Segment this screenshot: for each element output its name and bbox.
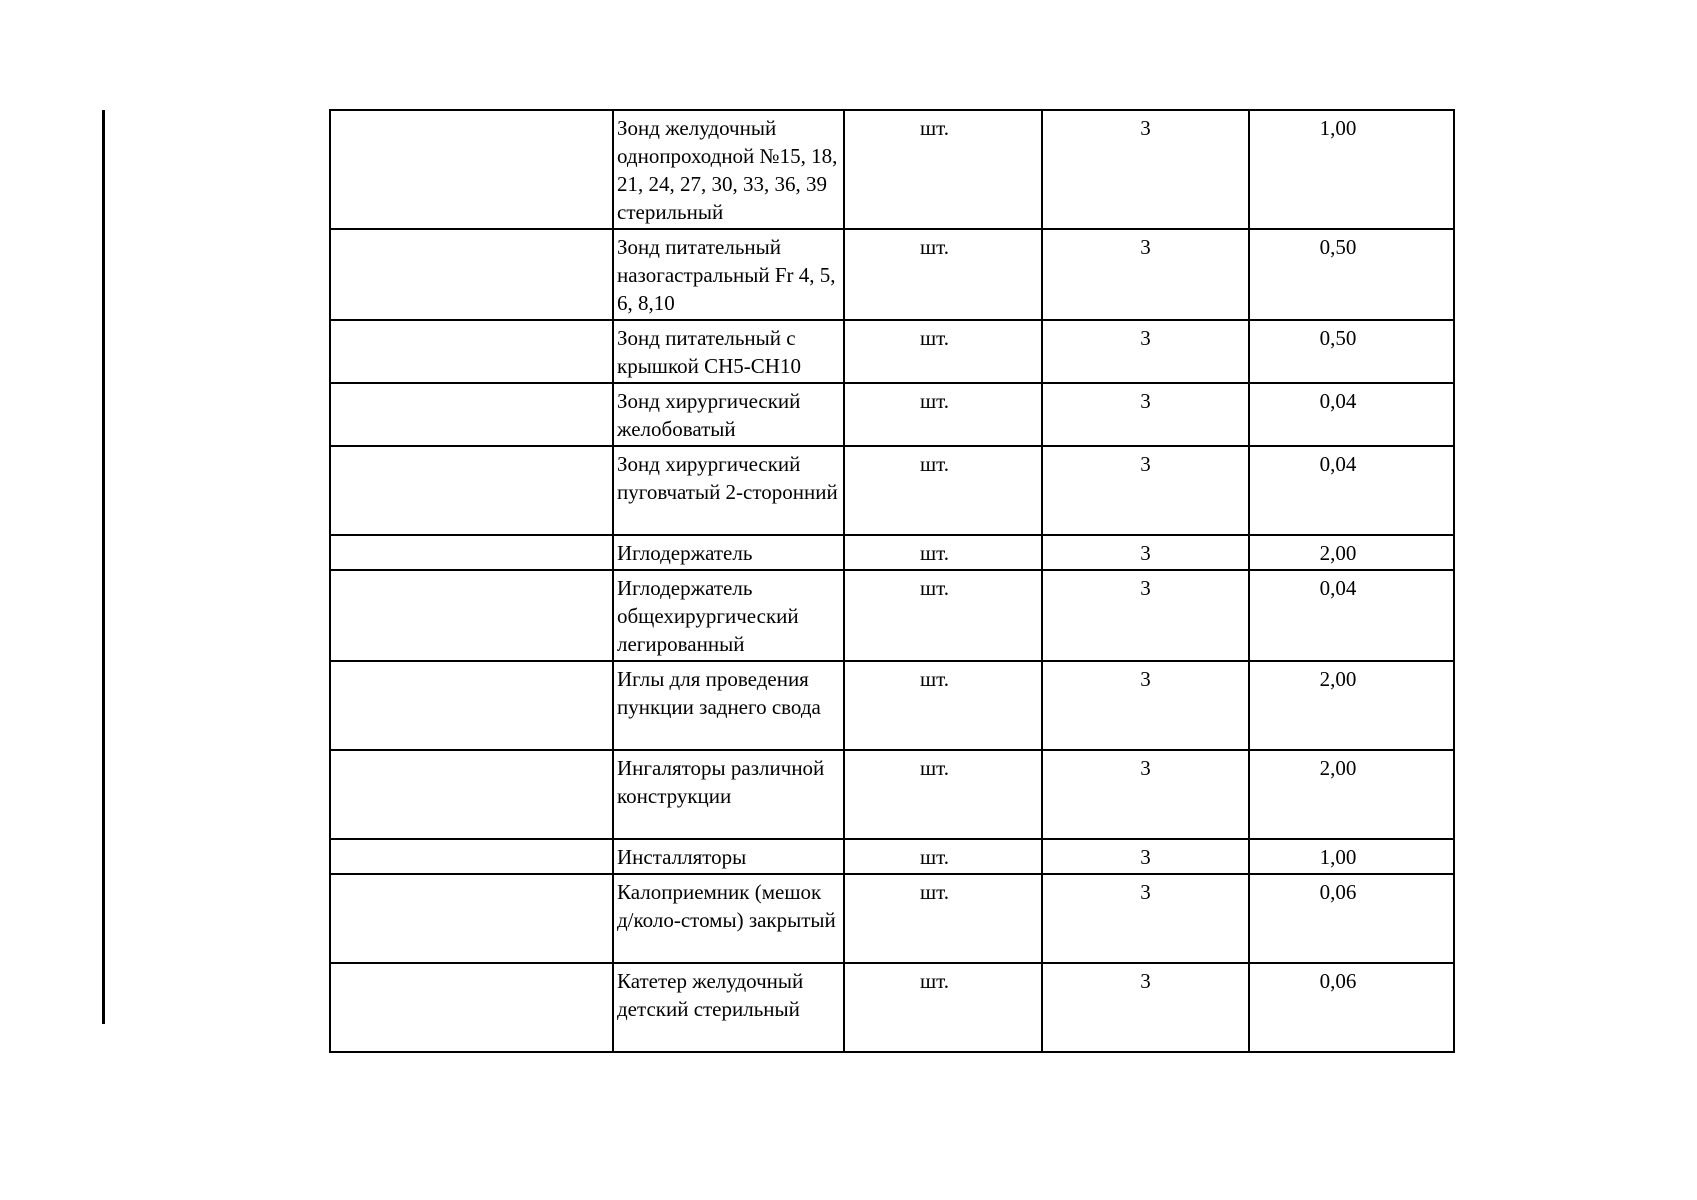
norm-cell: 0,50 xyxy=(1249,229,1454,320)
quantity-cell: 3 xyxy=(1042,110,1249,229)
code-cell xyxy=(330,963,613,1052)
item-name-cell: Зонд хирургический пуговчатый 2-сторонний xyxy=(613,446,844,535)
item-name-cell: Калоприемник (мешок д/коло-стомы) закрытый xyxy=(613,874,844,963)
quantity-cell: 3 xyxy=(1042,570,1249,661)
unit-cell: шт. xyxy=(844,320,1042,383)
unit-cell: шт. xyxy=(844,110,1042,229)
item-name-cell: Иглодержатель общехирургический легированный xyxy=(613,570,844,661)
quantity-cell: 3 xyxy=(1042,320,1249,383)
table-row xyxy=(330,963,1454,1052)
norm-cell: 0,50 xyxy=(1249,320,1454,383)
norm-cell: 2,00 xyxy=(1249,661,1454,750)
quantity-cell: 3 xyxy=(1042,229,1249,320)
quantity-cell: 3 xyxy=(1042,874,1249,963)
norm-cell: 2,00 xyxy=(1249,535,1454,570)
code-cell xyxy=(330,320,613,383)
code-cell xyxy=(330,874,613,963)
code-cell xyxy=(330,110,613,229)
item-name-cell: Катетер желудочный детский стерильный xyxy=(613,963,844,1052)
code-cell xyxy=(330,839,613,874)
item-name-cell: Зонд питательный с крышкой CH5-CH10 xyxy=(613,320,844,383)
unit-cell: шт. xyxy=(844,383,1042,446)
table-row xyxy=(330,839,1454,874)
unit-cell: шт. xyxy=(844,750,1042,839)
quantity-cell: 3 xyxy=(1042,839,1249,874)
item-name-cell: Зонд желудочный однопроходной №15, 18, 21, 24, 27, 30, 33, 36, 39 стерильный xyxy=(613,110,844,229)
quantity-cell: 3 xyxy=(1042,661,1249,750)
page-margin-line xyxy=(102,110,105,1024)
item-name-cell: Иглы для проведения пункции заднего свода xyxy=(613,661,844,750)
table-row xyxy=(330,661,1454,750)
quantity-cell: 3 xyxy=(1042,963,1249,1052)
quantity-cell: 3 xyxy=(1042,750,1249,839)
unit-cell: шт. xyxy=(844,570,1042,661)
quantity-cell: 3 xyxy=(1042,446,1249,535)
code-cell xyxy=(330,229,613,320)
table-row xyxy=(330,110,1454,229)
table-row xyxy=(330,874,1454,963)
norm-cell: 2,00 xyxy=(1249,750,1454,839)
code-cell xyxy=(330,446,613,535)
table-row xyxy=(330,570,1454,661)
table-row xyxy=(330,320,1454,383)
code-cell xyxy=(330,383,613,446)
code-cell xyxy=(330,535,613,570)
code-cell xyxy=(330,750,613,839)
table-row xyxy=(330,750,1454,839)
item-name-cell: Ингаляторы различной конструкции xyxy=(613,750,844,839)
norm-cell: 0,04 xyxy=(1249,570,1454,661)
code-cell xyxy=(330,570,613,661)
unit-cell: шт. xyxy=(844,446,1042,535)
table-row xyxy=(330,229,1454,320)
code-cell xyxy=(330,661,613,750)
norm-cell: 0,06 xyxy=(1249,874,1454,963)
unit-cell: шт. xyxy=(844,874,1042,963)
table-row xyxy=(330,383,1454,446)
quantity-cell: 3 xyxy=(1042,535,1249,570)
item-name-cell: Зонд питательный назогастральный Fr 4, 5, 6, 8,10 xyxy=(613,229,844,320)
item-name-cell: Инсталляторы xyxy=(613,839,844,874)
supplies-table xyxy=(329,109,1455,1053)
norm-cell: 1,00 xyxy=(1249,839,1454,874)
unit-cell: шт. xyxy=(844,839,1042,874)
table-row xyxy=(330,446,1454,535)
item-name-cell: Зонд хирургический желобоватый xyxy=(613,383,844,446)
norm-cell: 1,00 xyxy=(1249,110,1454,229)
norm-cell: 0,04 xyxy=(1249,383,1454,446)
unit-cell: шт. xyxy=(844,963,1042,1052)
table-row xyxy=(330,535,1454,570)
norm-cell: 0,06 xyxy=(1249,963,1454,1052)
norm-cell: 0,04 xyxy=(1249,446,1454,535)
quantity-cell: 3 xyxy=(1042,383,1249,446)
item-name-cell: Иглодержатель xyxy=(613,535,844,570)
unit-cell: шт. xyxy=(844,661,1042,750)
unit-cell: шт. xyxy=(844,535,1042,570)
unit-cell: шт. xyxy=(844,229,1042,320)
